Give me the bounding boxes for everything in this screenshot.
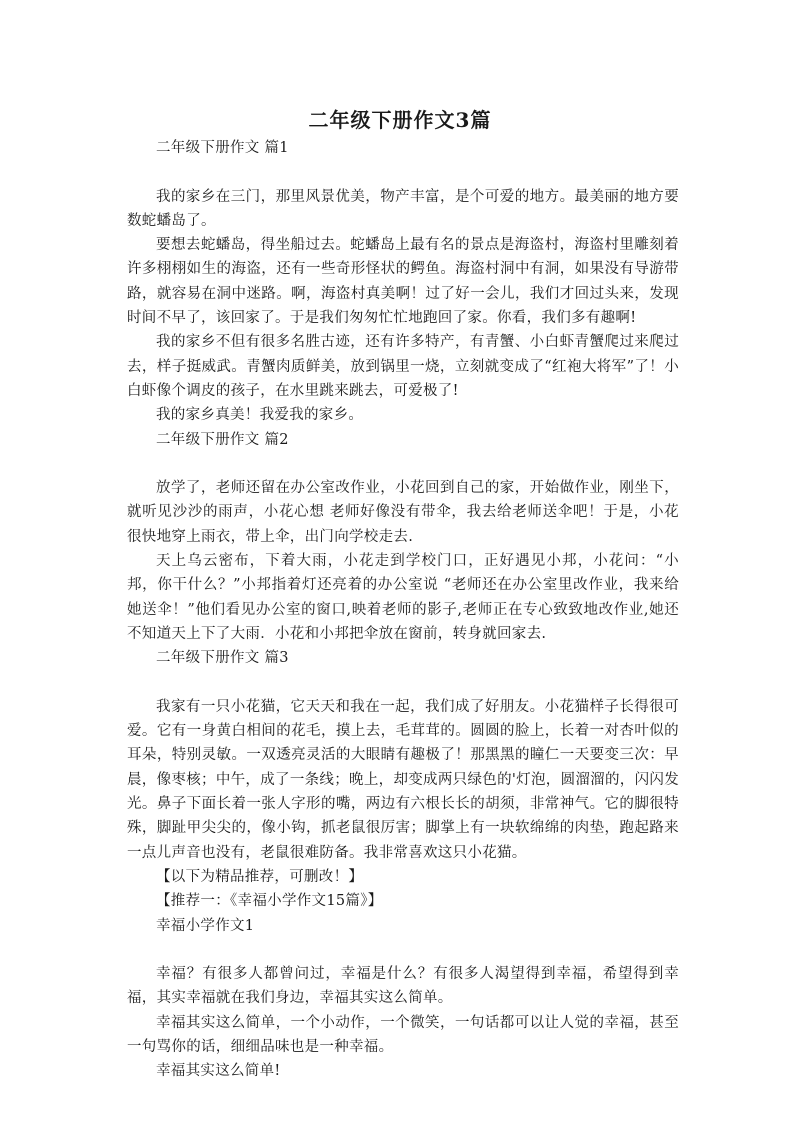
paragraph: 我的家乡不但有很多名胜古迹，还有许多特产，有青蟹、小白虾青蟹爬过来爬过去，样子挺威武。青蟹肉质鲜美，放到锅里一烧，立刻就变成了“红袍大将军”了！小白虾像个调皮的孩子，在水里跳来跳去，可爱极了! — [127, 334, 679, 399]
paragraph: 我的家乡真美！我爱我的家乡。 — [156, 407, 364, 424]
section-heading: 二年级下册作文 篇1 — [156, 140, 289, 156]
blank-line — [127, 160, 679, 184]
paragraph: 我家有一只小花猫，它天天和我在一起，我们成了好朋友。小花猫样子长得很可爱。它有一身黄白相间的花毛，摸上去，毛茸茸的。圆圆的脸上，长着一对杏叶似的耳朵，特别灵敏。一双透亮灵活的大眼睛有趣极了！那黑黑的瞳仁一天要变三次：早晨，像枣核；中午，成了一条线；晚上，却变成两只绿色的'灯泡，圆溜溜的，闪闪发光。鼻子下面长着一张人字形的嘴，两边有六根长长的胡须，非常神气。它的脚很特殊，脚趾甲尖尖的，像小钩，抓老鼠很厉害；脚掌上有一块软绵绵的肉垫，跑起路来一点儿声音也没有，老鼠很难防备。我非常喜欢这只小花猫。 — [127, 698, 679, 861]
paragraph: 幸福？有很多人都曾问过，幸福是什么？有很多人渴望得到幸福，希望得到幸福，其实幸福就在我们身边，幸福其实这么简单。 — [127, 966, 679, 1007]
blank-line — [127, 452, 679, 476]
section-heading: 二年级下册作文 篇2 — [156, 431, 289, 448]
paragraph: 放学了，老师还留在办公室改作业，小花回到自己的家，开始做作业，刚坐下，就听见沙沙的雨声，小花心想 老师好像没有带伞，我去给老师送伞吧！于是，小花很快地穿上雨衣，带上伞，出门向学校走去. — [127, 480, 679, 545]
blank-line — [127, 938, 679, 962]
section-heading: 幸福小学作文1 — [156, 917, 255, 934]
paragraph: 我的家乡在三门，那里风景优美，物产丰富，是个可爱的地方。最美丽的地方要数蛇蟠岛了。 — [127, 188, 679, 229]
paragraph: 幸福其实这么简单，一个小动作，一个微笑，一句话都可以让人觉的幸福，甚至一句骂你的话，细细品味也是一种幸福。 — [127, 1014, 679, 1055]
section-heading: 二年级下册作文 篇3 — [156, 650, 289, 667]
paragraph: 【推荐一：《幸福小学作文15篇》】 — [156, 893, 383, 910]
paragraph: 幸福其实这么简单! — [156, 1063, 281, 1080]
blank-line — [127, 671, 679, 695]
paragraph: 天上乌云密布，下着大雨，小花走到学校门口，正好遇见小邦，小花问：“小邦，你干什么？”小邦指着灯还亮着的办公室说 “老师还在办公室里改作业，我来给她送伞！”他们看见办公室的窗口,映着老师的影子,老师正在专心致致地改作业,她还不知道天上下了大雨．小花和小邦把伞放在窗前，转身就回家去. — [127, 553, 679, 642]
paragraph: 【以下为精品推荐，可删改！】 — [156, 868, 364, 885]
document-body — [127, 136, 679, 1084]
paragraph: 要想去蛇蟠岛，得坐船过去。蛇蟠岛上最有名的景点是海盗村，海盗村里雕刻着许多栩栩如生的海盗，还有一些奇形怪状的鳄鱼。海盗村洞中有洞，如果没有导游带路，就容易在洞中迷路。啊，海盗村真美啊！过了好一会儿，我们才回过头来，发现时间不早了，该回家了。于是我们匆匆忙忙地跑回了家。你看，我们多有趣啊! — [127, 237, 679, 327]
document-title: 二年级下册作文3篇 — [308, 108, 492, 132]
